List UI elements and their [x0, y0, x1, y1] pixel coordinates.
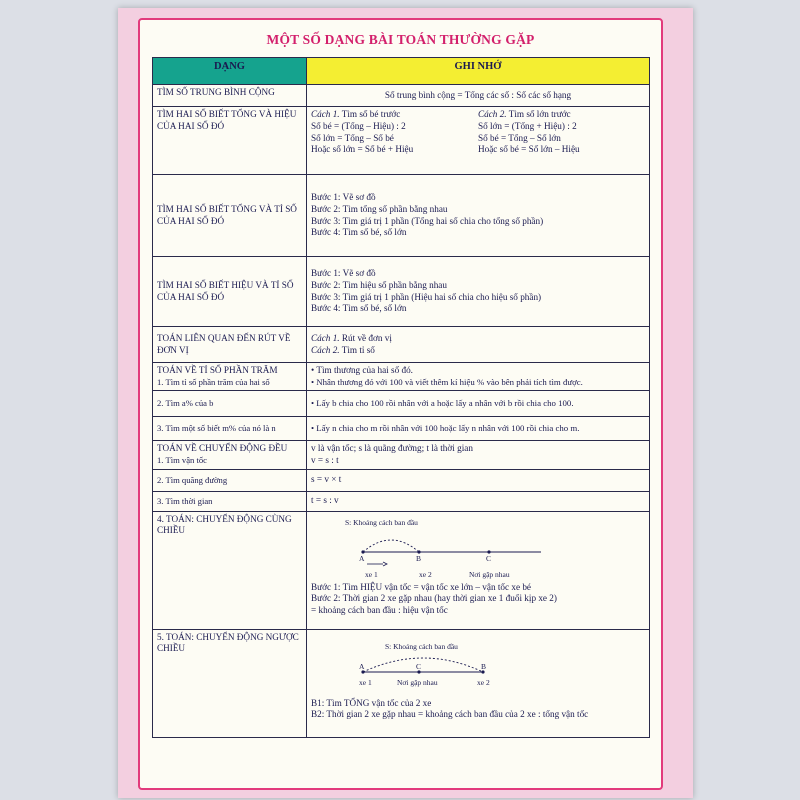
distance-arc	[363, 540, 419, 552]
row-note: • Lấy b chia cho 100 rồi nhân với a hoặc lấy a nhân với b rồi chia cho 100.	[307, 391, 650, 417]
same-direction-diagram: S: Khoảng cách ban đầu A B C xe 1 xe 2 Nơi gặp nhau	[311, 514, 645, 570]
row-note: v là vận tốc; s là quãng đường; t là thời gian v = s : t	[307, 441, 650, 470]
method-1: Cách 1. Tìm số bé trước Số bé = (Tổng – Hiệu) : 2 Số lớn = Tổng – Số bé Hoặc số lớn = Số bé + Hiệu	[311, 109, 414, 155]
row-note: Cách 1. Rút về đơn vị Cách 2. Tìm tỉ số	[307, 327, 650, 363]
row-note	[307, 107, 650, 175]
table-row	[153, 511, 650, 629]
row-name: 2. Tìm quãng đường	[153, 469, 307, 491]
table-row	[153, 363, 650, 391]
row-name: 3. Tìm thời gian	[153, 491, 307, 511]
table-row	[153, 491, 650, 511]
distance-arc	[363, 658, 483, 672]
table-row	[153, 175, 650, 257]
row-name: TÌM HAI SỐ BIẾT TỔNG VÀ HIỆU CỦA HAI SỐ ĐÓ	[153, 107, 307, 175]
table-row	[153, 107, 650, 175]
row-name: TOÁN VỀ TỈ SỐ PHẦN TRĂM 1. Tìm tỉ số phần trăm của hai số	[153, 363, 307, 391]
row-name: TÌM HAI SỐ BIẾT TỔNG VÀ TỈ SỐ CỦA HAI SỐ ĐÓ	[153, 175, 307, 257]
row-name: 2. Tìm a% của b	[153, 391, 307, 417]
row-name: 3. Tìm một số biết m% của nó là n	[153, 417, 307, 441]
table-row	[153, 85, 650, 107]
row-name: 5. TOÁN: CHUYỂN ĐỘNG NGƯỢC CHIỀU	[153, 629, 307, 737]
formula-table	[152, 57, 650, 738]
header-dang: DẠNG	[153, 58, 307, 85]
row-note: Bước 1: Vẽ sơ đồ Bước 2: Tìm tổng số phần bằng nhau Bước 3: Tìm giá trị 1 phần (Tổng hai số chia cho tổng số phần) Bước 4: Tìm số bé, số lớn	[307, 175, 650, 257]
opposite-direction-diagram: S: Khoảng cách ban đầu A C B xe 1 Nơi gặp nhau xe 2	[311, 632, 645, 692]
row-note: • Tìm thương của hai số đó. • Nhân thương đó với 100 và viết thêm kí hiệu % vào bên phải tích tìm được.	[307, 363, 650, 391]
row-name: TÌM HAI SỐ BIẾT HIỆU VÀ TỈ SỐ CỦA HAI SỐ ĐÓ	[153, 257, 307, 327]
header-ghi-nho: GHI NHỚ	[307, 58, 650, 85]
method-2: Cách 2. Tìm số lớn trước Số lớn = (Tổng + Hiệu) : 2 Số bé = Tổng – Số lớn Hoặc số bé = Số lớn – Hiệu	[478, 109, 580, 155]
row-name: TÌM SỐ TRUNG BÌNH CỘNG	[153, 85, 307, 107]
row-note: S: Khoảng cách ban đầu A C B xe 1 Nơi gặp nhau xe 2 B1: Tìm TỔNG vận tốc của 2 xe B2: Thời gian 2 xe gặp nhau = khoảng cách ban đầu của 2 xe : tổng vận tốc	[307, 629, 650, 737]
formula-sheet	[138, 18, 663, 790]
table-row	[153, 469, 650, 491]
arrow-head-icon	[383, 562, 387, 566]
row-note: Bước 1: Vẽ sơ đồ Bước 2: Tìm hiệu số phần bằng nhau Bước 3: Tìm giá trị 1 phần (Hiệu hai số chia cho hiệu số phần) Bước 4: Tìm số bé, số lớn	[307, 257, 650, 327]
table-row	[153, 391, 650, 417]
table-row	[153, 441, 650, 470]
row-note: t = s : v	[307, 491, 650, 511]
table-row	[153, 327, 650, 363]
table-row	[153, 629, 650, 737]
page-title: MỘT SỐ DẠNG BÀI TOÁN THƯỜNG GẶP	[266, 32, 535, 47]
table-row	[153, 257, 650, 327]
row-note: Số trung bình cộng = Tổng các số : Số các số hạng	[307, 85, 650, 107]
row-name: TOÁN LIÊN QUAN ĐẾN RÚT VỀ ĐƠN VỊ	[153, 327, 307, 363]
row-note: s = v × t	[307, 469, 650, 491]
row-note: • Lấy n chia cho m rồi nhân với 100 hoặc lấy n nhân với 100 rồi chia cho m.	[307, 417, 650, 441]
row-note: S: Khoảng cách ban đầu A B C xe 1 xe 2 Nơi gặp nhau Bước 1: Tìm HIỆU vận tốc = vận tốc xe lớn – vận tốc xe bé Bước 2: Thời gian 2 xe gặp nhau (hay thời gian xe 1 đuổi kịp xe 2) = khoảng cách ban đầu : hiệu vận tốc	[307, 511, 650, 629]
row-name: TOÁN VỀ CHUYỂN ĐỘNG ĐỀU 1. Tìm vận tốc	[153, 441, 307, 470]
row-name: 4. TOÁN: CHUYỂN ĐỘNG CÙNG CHIỀU	[153, 511, 307, 629]
table-row	[153, 417, 650, 441]
table-header	[153, 58, 650, 85]
